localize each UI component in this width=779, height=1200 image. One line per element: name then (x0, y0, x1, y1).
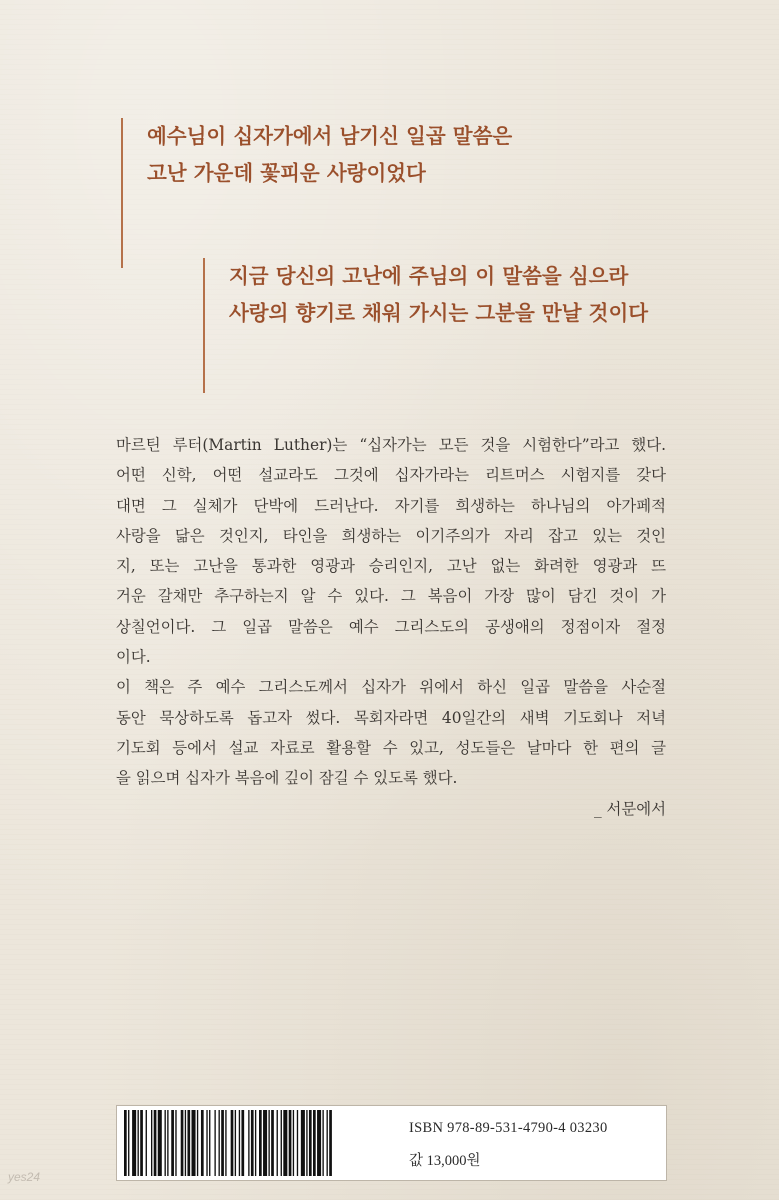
barcode-bar (171, 1110, 174, 1176)
barcode-bar (192, 1110, 196, 1176)
barcode-bar (248, 1110, 249, 1176)
barcode-bar (231, 1110, 234, 1176)
barcode-bar (221, 1110, 224, 1176)
quote-block-1 (121, 118, 512, 268)
body-line: 사랑을 닮은 것인지, 타인을 희생하는 이기주의가 자리 잡고 있는 것인 (116, 526, 666, 545)
barcode-bar (219, 1110, 220, 1176)
barcode-bar (283, 1110, 287, 1176)
barcode-bar (128, 1110, 129, 1176)
barcode-bar (271, 1110, 274, 1176)
body-line: 이다. (116, 648, 151, 667)
quote-2-line-1: 지금 당신의 고난에 주님의 이 말씀을 심으라 (229, 264, 629, 288)
price-label: 값 13,000원 (409, 1153, 481, 1169)
watermark-logo: yes24 (8, 1170, 41, 1184)
barcode-bar (187, 1110, 190, 1176)
barcode-bar (259, 1110, 262, 1176)
barcode-bar (309, 1110, 312, 1176)
barcode-bar (214, 1110, 215, 1176)
barcode-bar (329, 1110, 332, 1176)
body-line: 대면 그 실체가 단박에 드러난다. 자기를 희생하는 하나님의 아가페적 (116, 496, 666, 515)
quote-block-2 (203, 258, 648, 393)
barcode-bar (175, 1110, 176, 1176)
preface-excerpt (116, 430, 666, 824)
barcode-bar (167, 1110, 168, 1176)
barcode-bar (197, 1110, 198, 1176)
barcode-bar (201, 1110, 204, 1176)
barcode-image (122, 1110, 392, 1176)
barcode-bar (322, 1110, 323, 1176)
barcode-bar (241, 1110, 244, 1176)
barcode-bar (268, 1110, 269, 1176)
barcode-bar (327, 1110, 328, 1176)
barcode-bar (181, 1110, 184, 1176)
barcode-bar (151, 1110, 152, 1176)
body-line: 을 읽으며 십자가 복음에 깊이 잠길 수 있도록 했다. (116, 769, 458, 788)
barcode-bar (206, 1110, 207, 1176)
quote-2-line-2: 사랑의 향기로 채워 가시는 그분을 만날 것이다 (229, 301, 649, 325)
barcode-bar (154, 1110, 157, 1176)
barcode-bar (263, 1110, 267, 1176)
barcode-bar (255, 1110, 256, 1176)
barcode-bar (132, 1110, 136, 1176)
barcode-bar (165, 1110, 166, 1176)
barcode-bar (158, 1110, 162, 1176)
barcode-bar (239, 1110, 240, 1176)
quote-1-line-2: 고난 가운데 꽃피운 사랑이었다 (147, 161, 426, 185)
body-line: 어떤 신학, 어떤 설교라도 그것에 십자가라는 리트머스 시험지를 갖다 (116, 466, 666, 485)
body-line: 거운 갈채만 추구하는지 알 수 있다. 그 복음이 가장 많이 담긴 것이 가 (116, 587, 666, 606)
isbn-barcode-box (116, 1105, 667, 1181)
isbn-number: ISBN 978-89-531-4790-4 03230 (409, 1120, 608, 1136)
body-line: 이 책은 주 예수 그리스도께서 십자가 위에서 하신 일곱 말씀을 사순절 (116, 678, 666, 697)
quote-1-line-1: 예수님이 십자가에서 남기신 일곱 말씀은 (147, 124, 513, 148)
barcode-bar (251, 1110, 254, 1176)
barcode-bar (225, 1110, 226, 1176)
barcode-bar (289, 1110, 292, 1176)
body-line: 상칠언이다. 그 일곱 말씀은 예수 그리스도의 공생애의 정점이자 절정 (116, 617, 666, 636)
body-line: 마르틴 루터(Martin Luther)는 “십자가는 모든 것을 시험한다”라고 했다. (116, 436, 666, 454)
body-line: 기도회 등에서 설교 자료로 활용할 수 있고, 성도들은 날마다 한 편의 글 (116, 738, 666, 757)
barcode-bar (313, 1110, 316, 1176)
barcode-bar (306, 1110, 307, 1176)
barcode-bar (185, 1110, 186, 1176)
barcode-bar (235, 1110, 236, 1176)
source-attribution: _ 서문에서 (593, 799, 666, 818)
barcode-bar (293, 1110, 294, 1176)
barcode-bar (281, 1110, 282, 1176)
barcode-bar (140, 1110, 143, 1176)
barcode-bar (209, 1110, 210, 1176)
barcode-bar (277, 1110, 278, 1176)
barcode-bar (317, 1110, 321, 1176)
body-line: 지, 또는 고난을 통과한 영광과 승리인지, 고난 없는 화려한 영광과 뜨 (116, 557, 666, 576)
body-line: 동안 묵상하도록 돕고자 썼다. 목회자라면 40일간의 새벽 기도회나 저녁 (116, 708, 666, 727)
barcode-bar (301, 1110, 305, 1176)
barcode-bar (138, 1110, 139, 1176)
barcode-bar (297, 1110, 298, 1176)
barcode-bar (146, 1110, 147, 1176)
barcode-bar (124, 1110, 127, 1176)
